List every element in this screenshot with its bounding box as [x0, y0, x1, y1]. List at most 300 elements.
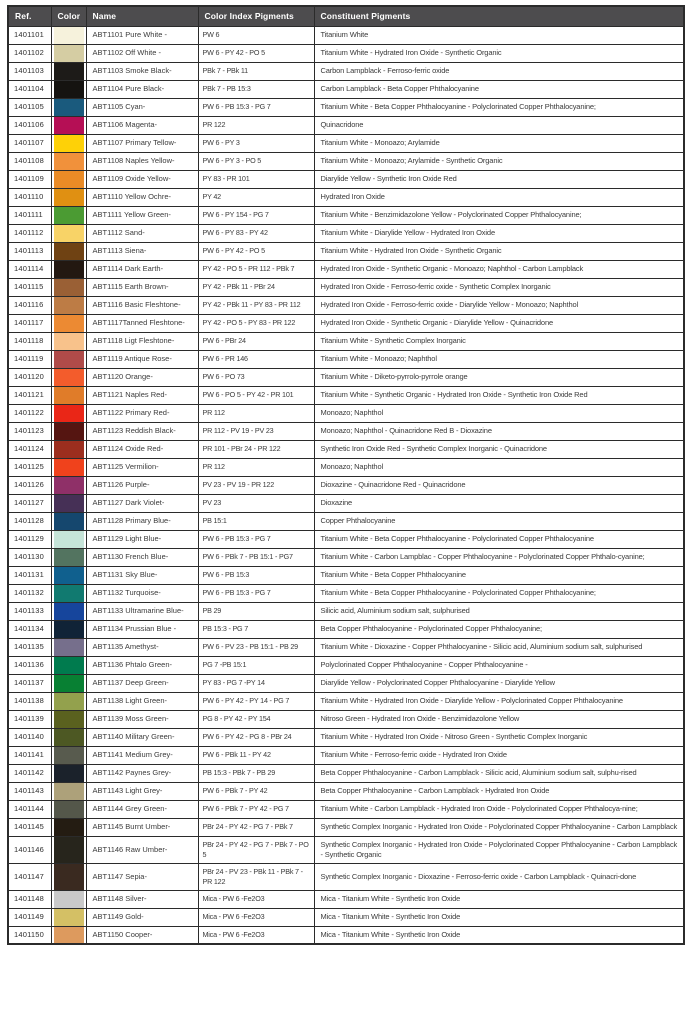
- name-cell: ABT1106 Magenta-: [86, 116, 198, 134]
- ref-cell: 1401116: [8, 296, 51, 314]
- constituent-cell: Dioxazine - Quinacridone Red - Quinacridone: [314, 476, 684, 494]
- table-row: [8, 314, 684, 332]
- ref-cell: 1401149: [8, 908, 51, 926]
- color-swatch: [54, 765, 84, 782]
- name-cell: ABT1140 Military Green-: [86, 728, 198, 746]
- table-row: [8, 548, 684, 566]
- ref-cell: 1401118: [8, 332, 51, 350]
- ref-cell: 1401125: [8, 458, 51, 476]
- color-swatch: [54, 279, 84, 296]
- color-cell: [51, 674, 86, 692]
- constituent-cell: Titanium White - Ferroso-ferric oxide - Hydrated Iron Oxide: [314, 746, 684, 764]
- name-cell: ABT1141 Medium Grey-: [86, 746, 198, 764]
- constituent-cell: Synthetic Complex Inorganic - Hydrated Iron Oxide - Polyclorinated Copper Phthalocyanine - Carbon Lampblack: [314, 818, 684, 836]
- color-swatch: [54, 153, 84, 170]
- ref-cell: 1401112: [8, 224, 51, 242]
- name-cell: ABT1120 Orange-: [86, 368, 198, 386]
- color-index-cell: PY 83 - PR 101: [198, 170, 314, 188]
- color-index-cell: Mica - PW 6 -Fe2O3: [198, 926, 314, 944]
- color-swatch: [54, 693, 84, 710]
- color-cell: [51, 512, 86, 530]
- color-swatch: [54, 81, 84, 98]
- table-row: [8, 638, 684, 656]
- color-index-cell: PBr 24 - PY 42 - PG 7 - PBk 7 - PO 5: [198, 836, 314, 863]
- header-color: Color: [51, 6, 86, 26]
- ref-cell: 1401139: [8, 710, 51, 728]
- name-cell: ABT1127 Dark Violet-: [86, 494, 198, 512]
- name-cell: ABT1150 Cooper-: [86, 926, 198, 944]
- ref-cell: 1401119: [8, 350, 51, 368]
- color-index-cell: PW 6 - PBk 7 - PY 42: [198, 782, 314, 800]
- name-cell: ABT1109 Oxide Yellow-: [86, 170, 198, 188]
- table-row: [8, 602, 684, 620]
- name-cell: ABT1134 Prussian Blue -: [86, 620, 198, 638]
- color-cell: [51, 440, 86, 458]
- name-cell: ABT1137 Deep Green-: [86, 674, 198, 692]
- ref-cell: 1401102: [8, 44, 51, 62]
- name-cell: ABT1121 Naples Red-: [86, 386, 198, 404]
- color-index-cell: PR 112 - PV 19 - PV 23: [198, 422, 314, 440]
- constituent-cell: Diarylide Yellow - Polyclorinated Copper Phthalocyanine - Diarylide Yellow: [314, 674, 684, 692]
- color-cell: [51, 206, 86, 224]
- color-index-cell: PW 6 - PO 73: [198, 368, 314, 386]
- color-index-cell: PY 42: [198, 188, 314, 206]
- table-row: [8, 116, 684, 134]
- name-cell: ABT1132 Turquoise-: [86, 584, 198, 602]
- table-row: [8, 98, 684, 116]
- table-row: [8, 242, 684, 260]
- constituent-cell: Nitroso Green - Hydrated Iron Oxide - Benzimidazolone Yellow: [314, 710, 684, 728]
- color-swatch: [54, 117, 84, 134]
- color-index-cell: PW 6 - PY 42 - PY 14 - PG 7: [198, 692, 314, 710]
- color-cell: [51, 80, 86, 98]
- color-index-cell: Mica - PW 6 -Fe2O3: [198, 908, 314, 926]
- color-index-cell: PW 6 - PB 15:3: [198, 566, 314, 584]
- name-cell: ABT1122 Primary Red-: [86, 404, 198, 422]
- name-cell: ABT1116 Basic Fleshtone-: [86, 296, 198, 314]
- table-row: [8, 404, 684, 422]
- ref-cell: 1401113: [8, 242, 51, 260]
- color-cell: [51, 926, 86, 944]
- table-row: [8, 728, 684, 746]
- color-swatch: [54, 333, 84, 350]
- color-swatch: [54, 477, 84, 494]
- color-cell: [51, 170, 86, 188]
- color-cell: [51, 728, 86, 746]
- color-index-cell: PW 6 - PBk 7 - PY 42 - PG 7: [198, 800, 314, 818]
- constituent-cell: Hydrated Iron Oxide - Ferroso-ferric oxide - Synthetic Complex Inorganic: [314, 278, 684, 296]
- ref-cell: 1401101: [8, 26, 51, 44]
- table-row: [8, 386, 684, 404]
- constituent-cell: Titanium White - Hydrated Iron Oxide - Nitroso Green - Synthetic Complex Inorganic: [314, 728, 684, 746]
- color-cell: [51, 224, 86, 242]
- color-index-cell: PW 6 - PV 23 - PB 15:1 - PB 29: [198, 638, 314, 656]
- header-color-index-pigments: Color Index Pigments: [198, 6, 314, 26]
- constituent-cell: Synthetic Complex Inorganic - Hydrated Iron Oxide - Polyclorinated Copper Phthalocyanine - Carbon Lampblack - Synthetic Organic: [314, 836, 684, 863]
- color-swatch: [54, 621, 84, 638]
- color-cell: [51, 863, 86, 890]
- constituent-cell: Beta Copper Phthalocyanine - Carbon Lampblack - Hydrated Iron Oxide: [314, 782, 684, 800]
- color-swatch: [54, 189, 84, 206]
- constituent-cell: Mica - Titanium White - Synthetic Iron Oxide: [314, 908, 684, 926]
- constituent-cell: Titanium White - Dioxazine - Copper Phthalocyanine - Silicic acid, Aluminium sodium salt, sulphurised: [314, 638, 684, 656]
- color-cell: [51, 908, 86, 926]
- color-swatch: [54, 927, 84, 944]
- constituent-cell: Titanium White - Carbon Lampblack - Hydrated Iron Oxide - Polyclorinated Copper Phthalocya-nine;: [314, 800, 684, 818]
- ref-cell: 1401128: [8, 512, 51, 530]
- color-swatch: [54, 171, 84, 188]
- ref-cell: 1401132: [8, 584, 51, 602]
- name-cell: ABT1129 Light Blue-: [86, 530, 198, 548]
- name-cell: ABT1123 Reddish Black-: [86, 422, 198, 440]
- constituent-cell: Hydrated Iron Oxide - Synthetic Organic - Monoazo; Naphthol - Carbon Lampblack: [314, 260, 684, 278]
- constituent-cell: Titanium White - Hydrated Iron Oxide - Diarylide Yellow - Polyclorinated Copper Phthalocyanine: [314, 692, 684, 710]
- constituent-cell: Carbon Lampblack - Ferroso-ferric oxide: [314, 62, 684, 80]
- color-index-cell: PW 6 - PB 15:3 - PG 7: [198, 530, 314, 548]
- color-index-cell: PY 42 - PO 5 - PY 83 - PR 122: [198, 314, 314, 332]
- constituent-cell: Mica - Titanium White - Synthetic Iron Oxide: [314, 926, 684, 944]
- name-cell: ABT1119 Antique Rose-: [86, 350, 198, 368]
- color-index-cell: PW 6 - PR 146: [198, 350, 314, 368]
- color-index-cell: PBr 24 - PY 42 - PG 7 - PBk 7: [198, 818, 314, 836]
- color-cell: [51, 584, 86, 602]
- ref-cell: 1401130: [8, 548, 51, 566]
- name-cell: ABT1138 Light Green-: [86, 692, 198, 710]
- color-index-cell: PW 6 - PBr 24: [198, 332, 314, 350]
- color-index-cell: Mica - PW 6 -Fe2O3: [198, 890, 314, 908]
- color-index-cell: PR 112: [198, 458, 314, 476]
- name-cell: ABT1101 Pure White -: [86, 26, 198, 44]
- ref-cell: 1401110: [8, 188, 51, 206]
- color-cell: [51, 476, 86, 494]
- ref-cell: 1401129: [8, 530, 51, 548]
- color-swatch: [54, 423, 84, 440]
- color-swatch: [54, 45, 84, 62]
- constituent-cell: Titanium White - Monoazo; Arylamide - Synthetic Organic: [314, 152, 684, 170]
- constituent-cell: Titanium White: [314, 26, 684, 44]
- constituent-cell: Mica - Titanium White - Synthetic Iron Oxide: [314, 890, 684, 908]
- color-cell: [51, 44, 86, 62]
- name-cell: ABT1112 Sand-: [86, 224, 198, 242]
- pigment-table: [7, 5, 685, 945]
- name-cell: ABT1146 Raw Umber-: [86, 836, 198, 863]
- name-cell: ABT1143 Light Grey-: [86, 782, 198, 800]
- table-row: [8, 746, 684, 764]
- table-row: [8, 26, 684, 44]
- color-swatch: [54, 657, 84, 674]
- ref-cell: 1401133: [8, 602, 51, 620]
- ref-cell: 1401104: [8, 80, 51, 98]
- color-index-cell: PW 6: [198, 26, 314, 44]
- color-index-cell: PW 6 - PO 5 - PY 42 - PR 101: [198, 386, 314, 404]
- constituent-cell: Titanium White - Monoazo; Naphthol: [314, 350, 684, 368]
- color-cell: [51, 314, 86, 332]
- color-swatch: [54, 369, 84, 386]
- name-cell: ABT1133 Ultramarine Blue-: [86, 602, 198, 620]
- name-cell: ABT1110 Yellow Ochre-: [86, 188, 198, 206]
- color-index-cell: PBk 7 - PB 15:3: [198, 80, 314, 98]
- name-cell: ABT1104 Pure Black-: [86, 80, 198, 98]
- color-index-cell: PW 6 - PY 42 - PO 5: [198, 44, 314, 62]
- ref-cell: 1401131: [8, 566, 51, 584]
- color-swatch: [54, 729, 84, 746]
- color-index-cell: PW 6 - PY 3 - PO 5: [198, 152, 314, 170]
- color-index-cell: PB 15:3 - PG 7: [198, 620, 314, 638]
- color-cell: [51, 332, 86, 350]
- table-row: [8, 692, 684, 710]
- ref-cell: 1401142: [8, 764, 51, 782]
- color-cell: [51, 386, 86, 404]
- name-cell: ABT1114 Dark Earth-: [86, 260, 198, 278]
- table-row: [8, 800, 684, 818]
- color-index-cell: PBr 24 - PV 23 - PBk 11 - PBk 7 - PR 122: [198, 863, 314, 890]
- color-swatch: [54, 567, 84, 584]
- table-row: [8, 350, 684, 368]
- table-row: [8, 62, 684, 80]
- name-cell: ABT1125 Vermilion-: [86, 458, 198, 476]
- ref-cell: 1401106: [8, 116, 51, 134]
- table-row: [8, 863, 684, 890]
- color-swatch: [54, 819, 84, 836]
- color-cell: [51, 422, 86, 440]
- color-index-cell: PY 83 - PG 7 -PY 14: [198, 674, 314, 692]
- table-row: [8, 224, 684, 242]
- color-index-cell: PW 6 - PY 42 - PG 8 - PBr 24: [198, 728, 314, 746]
- color-cell: [51, 62, 86, 80]
- name-cell: ABT1135 Amethyst-: [86, 638, 198, 656]
- color-cell: [51, 98, 86, 116]
- table-row: [8, 422, 684, 440]
- ref-cell: 1401107: [8, 134, 51, 152]
- name-cell: ABT1117Tanned Fleshtone-: [86, 314, 198, 332]
- constituent-cell: Titanium White - Synthetic Organic - Hydrated Iron Oxide - Synthetic Iron Oxide Red: [314, 386, 684, 404]
- color-cell: [51, 620, 86, 638]
- constituent-cell: Carbon Lampblack - Beta Copper Phthalocyanine: [314, 80, 684, 98]
- color-swatch: [54, 495, 84, 512]
- color-cell: [51, 800, 86, 818]
- color-index-cell: PY 42 - PBk 11 - PBr 24: [198, 278, 314, 296]
- color-cell: [51, 890, 86, 908]
- color-cell: [51, 260, 86, 278]
- ref-cell: 1401105: [8, 98, 51, 116]
- ref-cell: 1401143: [8, 782, 51, 800]
- name-cell: ABT1131 Sky Blue-: [86, 566, 198, 584]
- table-row: [8, 152, 684, 170]
- constituent-cell: Hydrated Iron Oxide: [314, 188, 684, 206]
- color-index-cell: PV 23 - PV 19 - PR 122: [198, 476, 314, 494]
- color-swatch: [54, 27, 84, 44]
- constituent-cell: Quinacridone: [314, 116, 684, 134]
- color-index-cell: PG 8 - PY 42 - PY 154: [198, 710, 314, 728]
- ref-cell: 1401141: [8, 746, 51, 764]
- table-row: [8, 476, 684, 494]
- name-cell: ABT1148 Silver-: [86, 890, 198, 908]
- ref-cell: 1401127: [8, 494, 51, 512]
- color-cell: [51, 242, 86, 260]
- color-index-cell: PB 15:1: [198, 512, 314, 530]
- constituent-cell: Dioxazine: [314, 494, 684, 512]
- name-cell: ABT1142 Paynes Grey-: [86, 764, 198, 782]
- color-index-cell: PW 6 - PBk 11 - PY 42: [198, 746, 314, 764]
- table-row: [8, 818, 684, 836]
- table-row: [8, 674, 684, 692]
- color-swatch: [54, 801, 84, 818]
- table-row: [8, 494, 684, 512]
- color-cell: [51, 116, 86, 134]
- color-swatch: [54, 459, 84, 476]
- name-cell: ABT1128 Primary Blue-: [86, 512, 198, 530]
- ref-cell: 1401115: [8, 278, 51, 296]
- name-cell: ABT1107 Primary Tellow-: [86, 134, 198, 152]
- ref-cell: 1401111: [8, 206, 51, 224]
- constituent-cell: Diarylide Yellow - Synthetic Iron Oxide Red: [314, 170, 684, 188]
- color-swatch: [54, 585, 84, 602]
- name-cell: ABT1126 Purple-: [86, 476, 198, 494]
- table-row: [8, 296, 684, 314]
- color-swatch: [54, 405, 84, 422]
- constituent-cell: Titanium White - Diketo-pyrrolo-pyrrole orange: [314, 368, 684, 386]
- name-cell: ABT1136 Phtalo Green-: [86, 656, 198, 674]
- table-row: [8, 440, 684, 458]
- color-cell: [51, 278, 86, 296]
- table-row: [8, 656, 684, 674]
- header-row: [8, 6, 684, 26]
- constituent-cell: Titanium White - Monoazo; Arylamide: [314, 134, 684, 152]
- constituent-cell: Polyclorinated Copper Phthalocyanine - Copper Phthalocyanine -: [314, 656, 684, 674]
- table-row: [8, 368, 684, 386]
- color-index-cell: PB 29: [198, 602, 314, 620]
- name-cell: ABT1139 Moss Green-: [86, 710, 198, 728]
- name-cell: ABT1111 Yellow Green-: [86, 206, 198, 224]
- ref-cell: 1401121: [8, 386, 51, 404]
- color-index-cell: PY 42 - PBk 11 - PY 83 - PR 112: [198, 296, 314, 314]
- color-swatch: [54, 387, 84, 404]
- name-cell: ABT1115 Earth Brown-: [86, 278, 198, 296]
- ref-cell: 1401108: [8, 152, 51, 170]
- table-row: [8, 206, 684, 224]
- color-swatch: [54, 864, 84, 890]
- constituent-cell: Titanium White - Carbon Lampblac - Copper Phthalocyanine - Polyclorinated Copper Phthalo-cyanine;: [314, 548, 684, 566]
- color-index-cell: PW 6 - PBk 7 - PB 15:1 - PG7: [198, 548, 314, 566]
- table-row: [8, 332, 684, 350]
- color-cell: [51, 152, 86, 170]
- color-index-cell: PY 42 - PO 5 - PR 112 - PBk 7: [198, 260, 314, 278]
- constituent-cell: Titanium White - Beta Copper Phthalocyanine - Polyclorinated Copper Phthalocyanine;: [314, 98, 684, 116]
- color-swatch: [54, 909, 84, 926]
- color-index-cell: PV 23: [198, 494, 314, 512]
- name-cell: ABT1103 Smoke Black-: [86, 62, 198, 80]
- ref-cell: 1401148: [8, 890, 51, 908]
- color-cell: [51, 602, 86, 620]
- ref-cell: 1401144: [8, 800, 51, 818]
- color-index-cell: PW 6 - PY 42 - PO 5: [198, 242, 314, 260]
- name-cell: ABT1130 French Blue-: [86, 548, 198, 566]
- constituent-cell: Hydrated Iron Oxide - Ferroso-ferric oxide - Diarylide Yellow - Monoazo; Naphthol: [314, 296, 684, 314]
- ref-cell: 1401117: [8, 314, 51, 332]
- color-cell: [51, 710, 86, 728]
- constituent-cell: Titanium White - Hydrated Iron Oxide - Synthetic Organic: [314, 44, 684, 62]
- constituent-cell: Synthetic Complex Inorganic - Dioxazine - Ferroso-ferric oxide - Carbon Lampblack - Quinacri-done: [314, 863, 684, 890]
- name-cell: ABT1113 Siena-: [86, 242, 198, 260]
- constituent-cell: Titanium White - Beta Copper Phthalocyanine: [314, 566, 684, 584]
- color-cell: [51, 638, 86, 656]
- constituent-cell: Synthetic Iron Oxide Red - Synthetic Complex Inorganic - Quinacridone: [314, 440, 684, 458]
- ref-cell: 1401138: [8, 692, 51, 710]
- table-row: [8, 188, 684, 206]
- name-cell: ABT1144 Grey Green-: [86, 800, 198, 818]
- table-row: [8, 512, 684, 530]
- color-cell: [51, 458, 86, 476]
- name-cell: ABT1147 Sepia-: [86, 863, 198, 890]
- ref-cell: 1401114: [8, 260, 51, 278]
- table-row: [8, 926, 684, 944]
- table-row: [8, 710, 684, 728]
- color-cell: [51, 818, 86, 836]
- table-row: [8, 458, 684, 476]
- constituent-cell: Titanium White - Beta Copper Phthalocyanine - Polyclorinated Copper Phthalocyanine: [314, 530, 684, 548]
- name-cell: ABT1149 Gold-: [86, 908, 198, 926]
- color-index-cell: PW 6 - PY 154 - PG 7: [198, 206, 314, 224]
- color-index-cell: PW 6 - PY 3: [198, 134, 314, 152]
- color-swatch: [54, 63, 84, 80]
- table-row: [8, 44, 684, 62]
- color-cell: [51, 836, 86, 863]
- color-swatch: [54, 603, 84, 620]
- color-cell: [51, 404, 86, 422]
- color-swatch: [54, 207, 84, 224]
- color-swatch: [54, 351, 84, 368]
- color-swatch: [54, 675, 84, 692]
- color-swatch: [54, 549, 84, 566]
- name-cell: ABT1145 Burnt Umber-: [86, 818, 198, 836]
- color-swatch: [54, 225, 84, 242]
- color-swatch: [54, 261, 84, 278]
- color-index-cell: PBk 7 - PBk 11: [198, 62, 314, 80]
- constituent-cell: Monoazo; Naphthol - Quinacridone Red B - Dioxazine: [314, 422, 684, 440]
- table-row: [8, 584, 684, 602]
- ref-cell: 1401109: [8, 170, 51, 188]
- table-row: [8, 134, 684, 152]
- table-row: [8, 620, 684, 638]
- table-row: [8, 764, 684, 782]
- color-index-cell: PW 6 - PY 83 - PY 42: [198, 224, 314, 242]
- color-swatch: [54, 99, 84, 116]
- color-cell: [51, 368, 86, 386]
- color-index-cell: PW 6 - PB 15:3 - PG 7: [198, 584, 314, 602]
- color-swatch: [54, 135, 84, 152]
- color-swatch: [54, 639, 84, 656]
- name-cell: ABT1105 Cyan-: [86, 98, 198, 116]
- constituent-cell: Monoazo; Naphthol: [314, 458, 684, 476]
- header-constituent-pigments: Constituent Pigments: [314, 6, 684, 26]
- table-row: [8, 908, 684, 926]
- color-index-cell: PW 6 - PB 15:3 - PG 7: [198, 98, 314, 116]
- color-index-cell: PR 122: [198, 116, 314, 134]
- color-cell: [51, 296, 86, 314]
- name-cell: ABT1102 Off White -: [86, 44, 198, 62]
- constituent-cell: Beta Copper Phthalocyanine - Carbon Lampblack - Silicic acid, Aluminium sodium salt, sulphu-rised: [314, 764, 684, 782]
- color-cell: [51, 494, 86, 512]
- ref-cell: 1401146: [8, 836, 51, 863]
- constituent-cell: Titanium White - Benzimidazolone Yellow - Polyclorinated Copper Phthalocyanine;: [314, 206, 684, 224]
- constituent-cell: Titanium White - Diarylide Yellow - Hydrated Iron Oxide: [314, 224, 684, 242]
- ref-cell: 1401134: [8, 620, 51, 638]
- table-row: [8, 278, 684, 296]
- constituent-cell: Copper Phthalocyanine: [314, 512, 684, 530]
- ref-cell: 1401103: [8, 62, 51, 80]
- color-cell: [51, 764, 86, 782]
- name-cell: ABT1124 Oxide Red-: [86, 440, 198, 458]
